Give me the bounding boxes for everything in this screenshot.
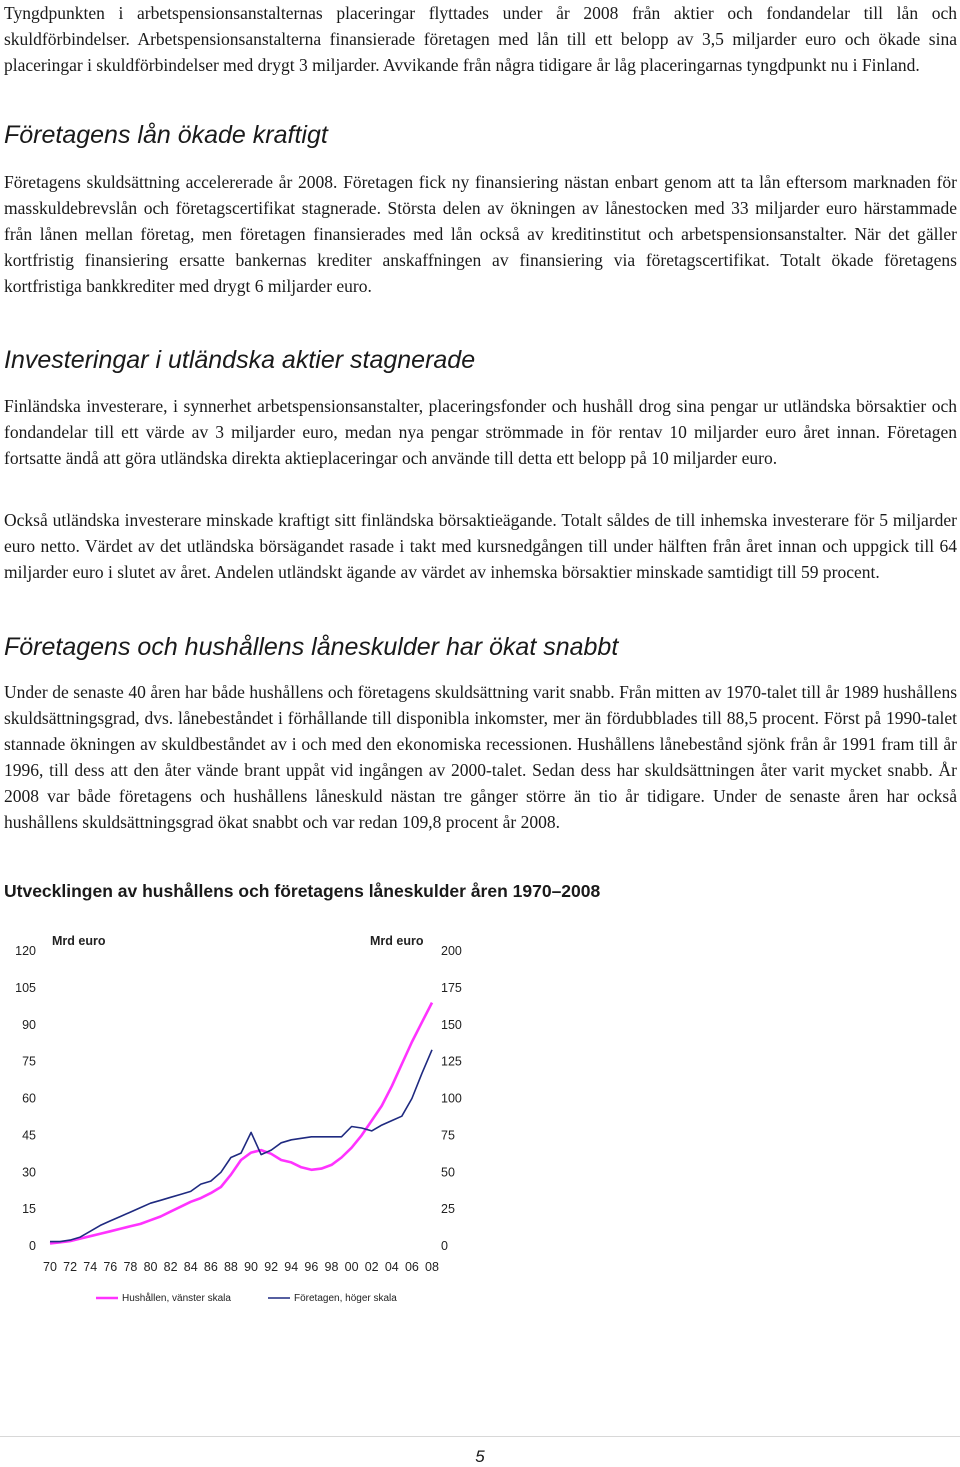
left-axis-tick: 45 bbox=[22, 1128, 36, 1143]
right-axis-tick: 200 bbox=[441, 944, 462, 958]
right-axis-tick: 50 bbox=[441, 1165, 455, 1180]
foreign-paragraph-2: Också utländska investerare minskade kraftigt sitt finländska börsaktieägande. Totalt såldes de till inhemska investerare för 5 miljarder euro netto. Värdet av det utländska börsägandet rasade i takt med kursnedgången till under hälften från året innan och uppgick till 64 miljarder euro i slutet av året. Andelen utländskt ägande av värdet av inhemska börsaktier minskade samtidigt till 59 procent. bbox=[4, 510, 957, 582]
heading-company-loans: Företagens lån ökade kraftigt bbox=[4, 121, 328, 149]
left-axis-tick: 30 bbox=[22, 1165, 36, 1180]
right-axis-tick: 25 bbox=[441, 1202, 455, 1217]
foreign-paragraph-1: Finländska investerare, i synnerhet arbetspensionsanstalter, placeringsfonder och hushåll drog sina pengar ur utländska börsaktier och fondandelar till ett värde av 3 miljarder euro, medan nya pengar strömmade in för rentav 10 miljarder euro året innan. Företagen fortsatte ändå att göra utländska direkta aktieplaceringar och använde till detta ett belopp på 10 miljarder euro. bbox=[4, 396, 957, 468]
legend-households-label: Hushållen, vänster skala bbox=[122, 1293, 231, 1304]
x-axis-tick: 70 bbox=[43, 1260, 57, 1274]
x-axis-tick: 88 bbox=[223, 1260, 238, 1274]
page-number: 5 bbox=[475, 1447, 485, 1466]
left-axis-tick: 75 bbox=[22, 1054, 36, 1069]
right-axis-tick: 100 bbox=[441, 1091, 462, 1106]
x-axis-tick: 94 bbox=[284, 1260, 299, 1274]
heading-debts: Företagens och hushållens låneskulder har ökat snabbt bbox=[4, 633, 619, 661]
x-axis-tick: 00 bbox=[344, 1260, 359, 1274]
debt-chart bbox=[0, 925, 470, 1315]
left-axis-tick: 60 bbox=[22, 1091, 36, 1106]
x-axis-tick: 98 bbox=[324, 1260, 339, 1274]
x-axis-tick: 06 bbox=[404, 1260, 419, 1274]
footer-divider bbox=[0, 1436, 960, 1437]
x-axis-tick: 04 bbox=[384, 1260, 399, 1274]
left-axis-tick: 0 bbox=[29, 1239, 36, 1253]
left-axis-tick: 105 bbox=[15, 980, 36, 995]
right-axis-unit: Mrd euro bbox=[370, 934, 424, 948]
x-axis-tick: 82 bbox=[163, 1260, 178, 1274]
heading-foreign-investments: Investeringar i utländska aktier stagnerade bbox=[4, 346, 476, 374]
left-axis-tick: 15 bbox=[22, 1202, 36, 1217]
x-axis-tick: 80 bbox=[143, 1260, 158, 1274]
right-axis-tick: 125 bbox=[441, 1054, 462, 1069]
x-axis-tick: 02 bbox=[364, 1260, 379, 1274]
x-axis-tick: 92 bbox=[264, 1260, 279, 1274]
right-axis-tick: 0 bbox=[441, 1239, 448, 1253]
x-axis-tick: 90 bbox=[244, 1260, 259, 1274]
x-axis-tick: 86 bbox=[203, 1260, 218, 1274]
right-axis-tick: 75 bbox=[441, 1128, 455, 1143]
x-axis-tick: 96 bbox=[304, 1260, 319, 1274]
right-axis-tick: 175 bbox=[441, 980, 462, 995]
series-households-line bbox=[50, 1003, 432, 1244]
x-axis-tick: 76 bbox=[103, 1260, 118, 1274]
x-axis-tick: 84 bbox=[183, 1260, 198, 1274]
debt-paragraph: Under de senaste 40 åren har både hushållens och företagens skuldsättning varit snabb. Från mitten av 1970-talet till år 1989 hushållens skuldsättningsgrad, dvs. lånebeståndet i förhållande till disponibla inkomster, mer än fördubblades till 88,5 procent. Först på 1990-talet stannade ökningen av skuldbeståndet av i och med den ekonomiska recessionen. Hushållens lånebestånd sjönk från år 1991 fram till år 1996, till dess att den åter vände brant uppåt vid ingången av 2000-talet. Sedan dess har skuldsättningen åter varit mycket snabb. År 2008 var både företagens och hushållens låneskuld nästan tre gånger större än tio år tidigare. Under de senaste åren har också hushållens skuldsättningsgrad ökat snabbt och var redan 109,8 procent år 2008. bbox=[4, 682, 957, 832]
loans-paragraph: Företagens skuldsättning accelererade år 2008. Företagen fick ny finansiering nästan enbart genom att ta lån eftersom marknaden för masskuldebrevslån och företagscertifikat stagnerade. Största delen av ökningen av lånestocken med 33 miljarder euro härstammade från lånen mellan företag, men företagen finansierades med lån också av kreditinstitut och arbetspensionsanstalter. När det gäller kortfristig finansiering ersatte bankernas krediter anskaffningen av finansiering via företagscertifikat. Totalt ökade företagens kortfristiga bankkrediter med drygt 6 miljarder euro. bbox=[4, 172, 957, 296]
intro-paragraph: Tyngdpunkten i arbetspensionsanstalternas placeringar flyttades under år 2008 från aktier och fondandelar till lån och skuldförbindelser. Arbetspensionsanstalterna finansierade företagen med lån till ett belopp av 3,5 miljarder euro och ökade sina placeringar i skuldförbindelser med drygt 3 miljarder. Avvikande från några tidigare år låg placeringarnas tyngdpunkt nu i Finland. bbox=[4, 3, 957, 75]
figure-caption: Utvecklingen av hushållens och företagens låneskulder åren 1970–2008 bbox=[4, 881, 601, 901]
left-axis-tick: 90 bbox=[22, 1017, 36, 1032]
series-companies-line bbox=[50, 1050, 432, 1242]
left-axis-unit: Mrd euro bbox=[52, 934, 106, 948]
left-axis-tick: 120 bbox=[15, 944, 36, 958]
x-axis-tick: 72 bbox=[63, 1260, 78, 1274]
x-axis-tick: 08 bbox=[425, 1260, 439, 1274]
x-axis-tick: 74 bbox=[83, 1260, 98, 1274]
x-axis-tick: 78 bbox=[123, 1260, 138, 1274]
right-axis-tick: 150 bbox=[441, 1017, 462, 1032]
legend-companies-label: Företagen, höger skala bbox=[294, 1293, 397, 1304]
